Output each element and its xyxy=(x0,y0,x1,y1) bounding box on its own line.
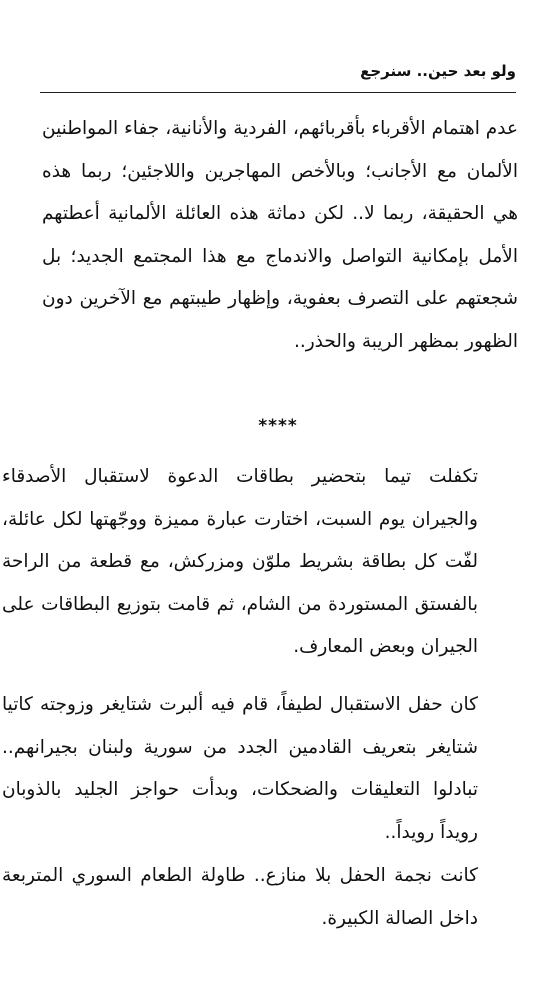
paragraph-2: تكفلت تيما بتحضير بطاقات الدعوة لاستقبال الأصدقاء والجيران يوم السبت، اختارت عبارة مميزة ووجّهتها لكل عائلة، لفّت كل بطاقة بشريط ملوّن ومزركش، مع قطعة من الراحة بالفستق المستوردة من الشام، ثم قامت بتوزيع البطاقات على الجيران وبعض المعارف. xyxy=(2,466,478,657)
paragraph-1: عدم اهتمام الأقرباء بأقربائهم، الفردية والأنانية، جفاء المواطنين الألمان مع الأجانب؛ وبالأخص المهاجرين واللاجئين؛ ربما هذه هي الحقيقة، ربما لا.. لكن دماثة هذه العائلة الألمانية أعطتهم الأمل بإمكانية التواصل والاندماج مع هذا المجتمع الجديد؛ بل شجعتهم على التصرف بعفوية، وإظهار طيبتهم مع الآخرين دون الظهور بمظهر الريبة والحذر.. xyxy=(42,118,518,352)
paragraph-4: كانت نجمة الحفل بلا منازع.. طاولة الطعام السوري المتربعة داخل الصالة الكبيرة. xyxy=(2,865,478,929)
section-separator: **** xyxy=(258,416,298,436)
header-rule xyxy=(40,92,516,93)
running-head: ولو بعد حين.. سنرجع xyxy=(360,62,516,80)
paragraph-3: كان حفل الاستقبال لطيفاً، قام فيه ألبرت شتايغر وزوجته كاتيا شتايغر بتعريف القادمين الجدد من سورية ولبنان بجيرانهم.. تبادلوا التعليقات والضحكات، وبدأت حواجز الجليد بالذوبان رويداً رويداً.. xyxy=(2,694,478,843)
